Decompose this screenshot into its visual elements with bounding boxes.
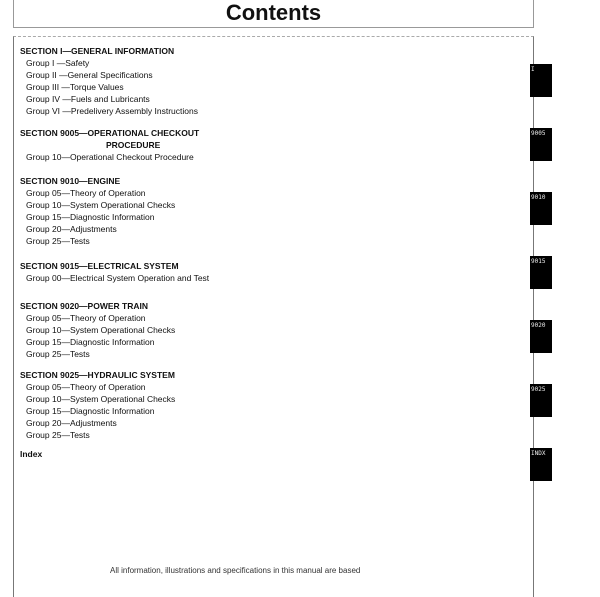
- section-heading[interactable]: SECTION 9025—HYDRAULIC SYSTEM: [20, 370, 175, 380]
- group-item[interactable]: Group 10—System Operational Checks: [26, 200, 176, 210]
- group-item[interactable]: Group 25—Tests: [26, 430, 90, 440]
- section-tab[interactable]: 9010: [530, 192, 552, 225]
- group-item[interactable]: Group III —Torque Values: [26, 82, 124, 92]
- group-item[interactable]: Group 05—Theory of Operation: [26, 313, 146, 323]
- group-item[interactable]: Group 15—Diagnostic Information: [26, 212, 155, 222]
- page-title: Contents: [225, 0, 322, 25]
- group-item[interactable]: Group 25—Tests: [26, 236, 90, 246]
- toc-section: [20, 300, 175, 360]
- title-box: [13, 0, 534, 28]
- toc-section: [20, 448, 42, 460]
- group-item[interactable]: Group IV —Fuels and Lubricants: [26, 94, 150, 104]
- section-tab[interactable]: I: [530, 64, 552, 97]
- footer-text: All information, illustrations and specifications in this manual are based: [110, 566, 361, 575]
- section-tab[interactable]: 9020: [530, 320, 552, 353]
- group-item[interactable]: Group 25—Tests: [26, 349, 90, 359]
- section-heading[interactable]: SECTION 9015—ELECTRICAL SYSTEM: [20, 261, 179, 271]
- section-heading[interactable]: SECTION 9005—OPERATIONAL CHECKOUT: [20, 128, 200, 138]
- toc-section: [20, 369, 175, 441]
- group-item[interactable]: Group II —General Specifications: [26, 70, 153, 80]
- section-heading-cont: PROCEDURE: [106, 140, 161, 150]
- group-item[interactable]: Group 10—System Operational Checks: [26, 325, 176, 335]
- group-item[interactable]: Group 05—Theory of Operation: [26, 188, 146, 198]
- section-tab[interactable]: 9015: [530, 256, 552, 289]
- section-tab[interactable]: INDX: [530, 448, 552, 481]
- group-item[interactable]: Group 20—Adjustments: [26, 224, 117, 234]
- toc-section: [20, 45, 198, 117]
- group-item[interactable]: Group 20—Adjustments: [26, 418, 117, 428]
- group-item[interactable]: Group 05—Theory of Operation: [26, 382, 146, 392]
- section-heading[interactable]: SECTION 9010—ENGINE: [20, 176, 121, 186]
- group-item[interactable]: Group 00—Electrical System Operation and Test: [26, 273, 210, 283]
- group-item[interactable]: Group 10—System Operational Checks: [26, 394, 176, 404]
- toc-section: [20, 260, 209, 284]
- group-item[interactable]: Group 10—Operational Checkout Procedure: [26, 152, 194, 162]
- section-heading[interactable]: SECTION I—GENERAL INFORMATION: [20, 46, 175, 56]
- group-item[interactable]: Group 15—Diagnostic Information: [26, 337, 155, 347]
- section-heading[interactable]: SECTION 9020—POWER TRAIN: [20, 301, 148, 311]
- toc-section: [20, 127, 199, 163]
- group-item[interactable]: Group VI —Predelivery Assembly Instructions: [26, 106, 198, 116]
- section-tab[interactable]: 9005: [530, 128, 552, 161]
- group-item[interactable]: Group 15—Diagnostic Information: [26, 406, 155, 416]
- toc-section: [20, 175, 175, 247]
- group-item[interactable]: Group I —Safety: [26, 58, 90, 68]
- section-tab[interactable]: 9025: [530, 384, 552, 417]
- section-heading[interactable]: Index: [20, 449, 43, 459]
